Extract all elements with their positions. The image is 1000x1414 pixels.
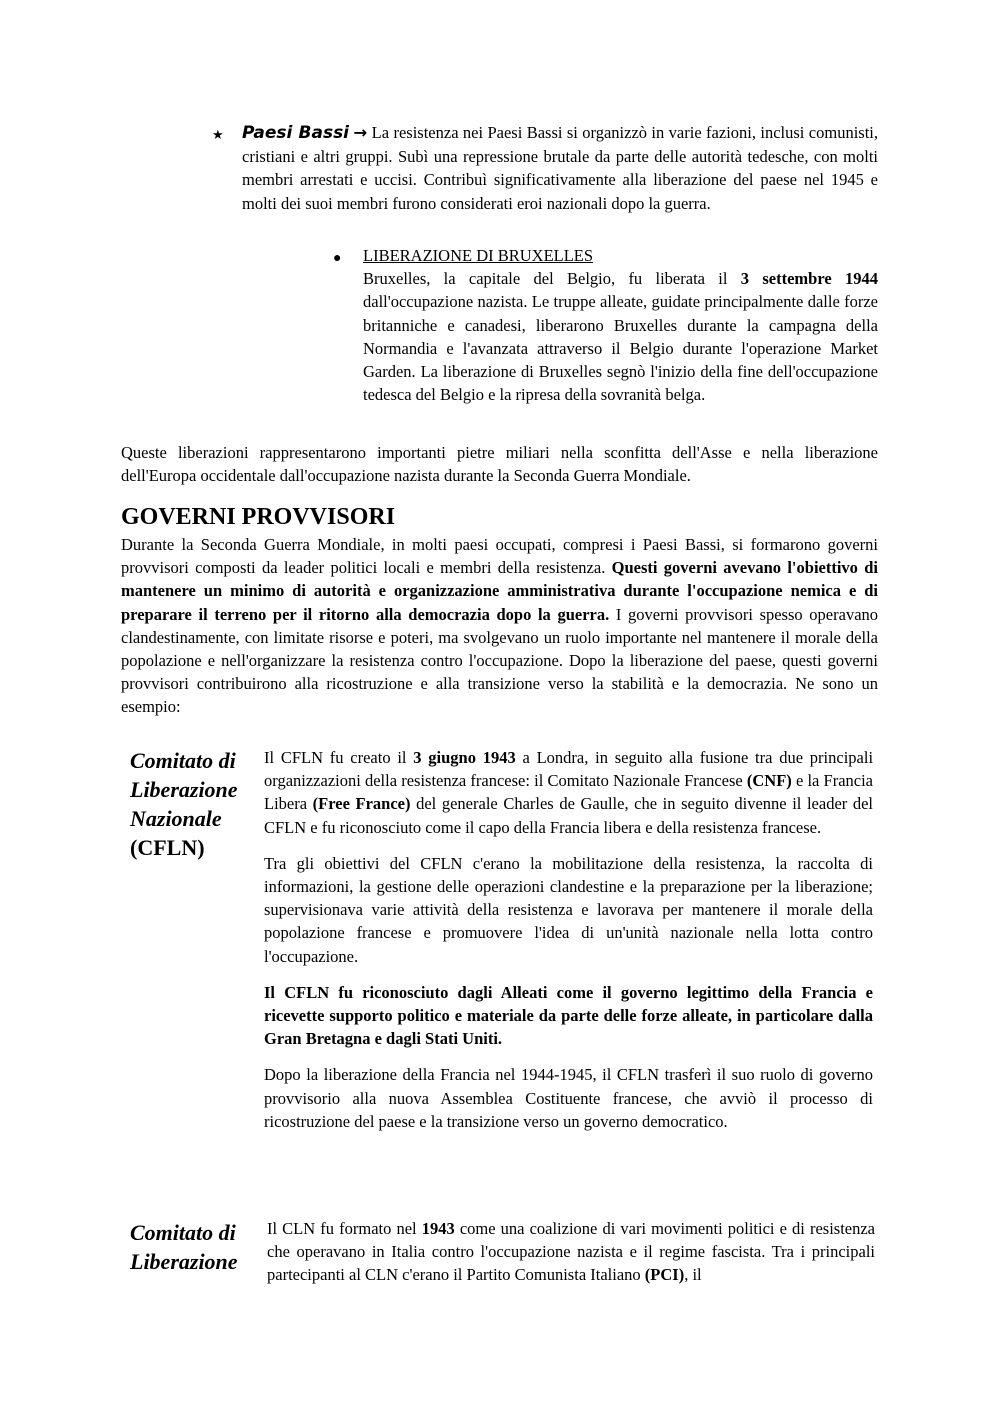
- governi-bold-text: Questi governi avevano l'obiettivo di mantenere un minimo di autorità e organizzazione amministrativa durante l'occupazione nemica e di preparare il terreno per il ritorno alla democrazia dopo la guerra.: [121, 558, 878, 624]
- cfln-paragraph-3: Il CFLN fu riconosciuto dagli Alleati come il governo legittimo della Francia e ricevette supporto politico e materiale da parte delle forze alleate, in particolare dalla Gran Bretagna e dagli Stati Uniti.: [264, 982, 873, 1049]
- cln-side-title: Comitato di Liberazione: [130, 1220, 238, 1274]
- cfln-paragraph-2: Tra gli obiettivi del CFLN c'erano la mobilitazione della resistenza, la raccolta di informazioni, la gestione delle operazioni clandestine e la preparazione per la liberazione; supervisionava varie attività della resistenza e lavorava per mantenere il morale della popolazione francese e promuovere l'idea di un'unità nazionale nella lotta contro l'occupazione.: [264, 853, 873, 966]
- cln-body: [267, 1217, 875, 1287]
- summary-paragraph: Queste liberazioni rappresentarono importanti pietre miliari nella sconfitta dell'Asse e nella liberazione dell'Europa occidentale dall'occupazione nazista durante la Seconda Guerra Mondiale.: [121, 443, 878, 486]
- bruxelles-item: [363, 244, 878, 406]
- governi-paragraph: Durante la Seconda Guerra Mondiale, in molti paesi occupati, compresi i Paesi Bassi, si formarono governi provvisori composti da leader politici locali e membri della resistenza. Questi governi avevano l'obiettivo di mantenere un minimo di autorità e organizzazione amministrativa durante l'occupazione nemica e di preparare il terreno per il ritorno alla democrazia dopo la guerra. I governi provvisori spesso operavano clandestinamente, con limitate risorse e poteri, ma svolgevano un ruolo importante nel mantenere il morale della popolazione e nell'organizzare la resistenza contro l'occupazione. Dopo la liberazione del paese, questi governi provvisori contribuirono alla ricostruzione e alla transizione verso la stabilità e la democrazia. Ne sono un esempio:: [121, 535, 879, 717]
- cfln-paragraph-4: Dopo la liberazione della Francia nel 1944-1945, il CFLN trasferì il suo ruolo di governo provvisorio alla nuova Assemblea Costituente francese, che avviò il processo di ricostruzione del paese e la transizione verso un governo democratico.: [264, 1065, 873, 1131]
- bruxelles-text: Bruxelles, la capitale del Belgio, fu liberata il 3 settembre 1944 dall'occupazione nazista. Le truppe alleate, guidate principalmente dalle forze britanniche e canadesi, liberarono Bruxelles durante la campagna della Normandia e l'avanzata attraverso il Belgio durante l'operazione Market Garden. La liberazione di Bruxelles segnò l'inizio della fine dell'occupazione tedesca del Belgio e la ripresa della sovranità belga.: [363, 269, 879, 405]
- bruxelles-title: LIBERAZIONE DI BRUXELLES: [363, 246, 594, 265]
- cfln-body: [264, 746, 873, 1146]
- cfln-side-title: Comitato di Liberazione Nazionale (CFLN): [130, 748, 238, 860]
- paesi-bassi-text: La resistenza nei Paesi Bassi si organizzò in varie fazioni, inclusi comunisti, cristiani e altri gruppi. Subì una repressione brutale da parte delle autorità tedesche, con molti membri arrestati e uccisi. Contribuì significativamente alla liberazione del paese nel 1945 e molti dei suoi membri furono considerati eroi nazionali dopo la guerra.: [242, 123, 878, 213]
- cln-paragraph-1: Il CLN fu formato nel 1943 come una coalizione di vari movimenti politici e di resistenza che operavano in Italia contro l'occupazione nazista e il regime fascista. Tra i principali partecipanti al CLN c'erano il Partito Comunista Italiano (PCI), il: [267, 1219, 876, 1285]
- bruxelles-date: 3 settembre 1944: [740, 269, 879, 289]
- dot-bullet-icon: ●: [333, 251, 342, 266]
- arrow-right-icon: →: [353, 123, 368, 142]
- cfln-paragraph-1: Il CFLN fu creato il 3 giugno 1943 a Londra, in seguito alla fusione tra due principali organizzazioni della resistenza francese: il Comitato Nazionale Francese (CNF) e la Francia Libera (Free France) del generale Charles de Gaulle, che in seguito divenne il leader del CFLN e fu riconosciuto come il capo della Francia libera e della resistenza francese.: [264, 748, 874, 837]
- country-name: Paesi Bassi: [242, 123, 350, 143]
- section-heading: GOVERNI PROVVISORI: [121, 504, 396, 530]
- star-bullet-icon: ★: [212, 128, 224, 143]
- paesi-bassi-item: [242, 121, 878, 215]
